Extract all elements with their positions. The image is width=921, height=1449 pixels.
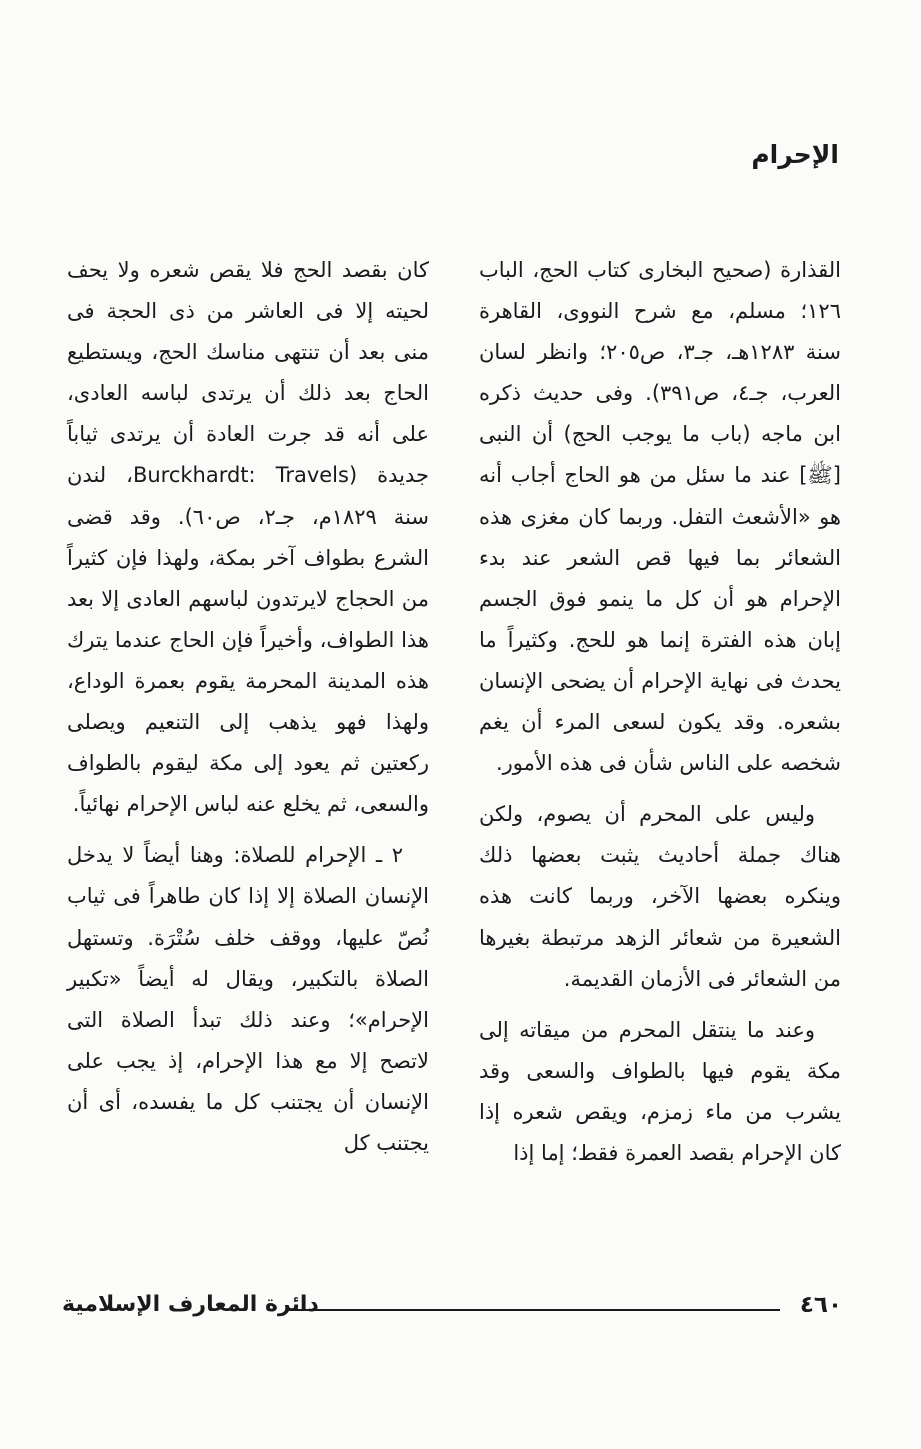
paragraph: وليس على المحرم أن يصوم، ولكن هناك جملة أحاديث يثبت بعضها ذلك وينكره بعضها الآخر، وربما كانت هذه الشعيرة من شعائر الزهد مرتبطة بغيرها من الشعائر فى الأزمان القديمة.: [479, 802, 841, 991]
page-footer: [62, 1290, 842, 1330]
running-head: الإحرام: [751, 140, 839, 169]
page-number: ٤٦٠: [799, 1292, 842, 1318]
text-column-left: [67, 250, 429, 1174]
text-column-right: [479, 250, 841, 1184]
paragraph: ٢ ـ الإحرام للصلاة: وهنا أيضاً لا يدخل الإنسان الصلاة إلا إذا كان طاهراً فى ثياب نُصّ عليها، ووقف خلف سُتْرَة. وتستهل الصلاة بالتكبير، ويقال له أيضاً «تكبير الإحرام»؛ وعند ذلك تبدأ الصلاة التى لاتصح إلا مع هذا الإحرام، إذ يجب على الإنسان أن يجتنب كل ما يفسده، أى أن يجتنب كل: [67, 843, 429, 1155]
paragraph: كان بقصد الحج فلا يقص شعره ولا يحف لحيته إلا فى العاشر من ذى الحجة فى منى بعد أن تنتهى مناسك الحج، ويستطيع الحاج بعد ذلك أن يرتدى لباسه العادى، على أنه قد جرت العادة أن يرتدى ثياباً جديدة (Burckhardt: Travels، لندن سنة ١٨٢٩م، جـ٢، ص٦٠). وقد قضى الشرع بطواف آخر بمكة، ولهذا فإن كثيراً من الحجاج لايرتدون لباسهم العادى إلا بعد هذا الطواف، وأخيراً فإن الحاج عندما يترك هذه المدينة المحرمة يقوم بعمرة الوداع، ولهذا فهو يذهب إلى التنعيم ويصلى ركعتين ثم يعود إلى مكة ليقوم بالطواف والسعى، ثم يخلع عنه لباس الإحرام نهائياً.: [67, 258, 430, 817]
publication-title: دائرة المعارف الإسلامية: [62, 1292, 319, 1317]
footer-divider: [287, 1309, 780, 1311]
paragraph: القذارة (صحيح البخارى كتاب الحج، الباب ١٢٦؛ مسلم، مع شرح النووى، القاهرة سنة ١٢٨٣هـ، جـ٣، ص٢٠٥؛ وانظر لسان العرب، جـ٤، ص٣٩١). وفى حديث ذكره ابن ماجه (باب ما يوجب الحج) أن النبى [ﷺ] عند ما سئل من هو الحاج أجاب أنه هو «الأشعث التفل. وربما كان مغزى هذه الشعائر بما فيها قص الشعر عند بدء الإحرام هو أن كل ما ينمو فوق الجسم إبان هذه الفترة إنما هو للحج. وكثيراً ما يحدث فى نهاية الإحرام أن يضحى الإنسان بشعره. وقد يكون لسعى المرء أن يغم شخصه على الناس شأن فى هذه الأمور.: [479, 258, 841, 776]
paragraph: وعند ما ينتقل المحرم من ميقاته إلى مكة يقوم فيها بالطواف والسعى وقد يشرب من ماء زمزم، ويقص شعره إذا كان الإحرام بقصد العمرة فقط؛ إما إذا: [479, 1017, 841, 1165]
